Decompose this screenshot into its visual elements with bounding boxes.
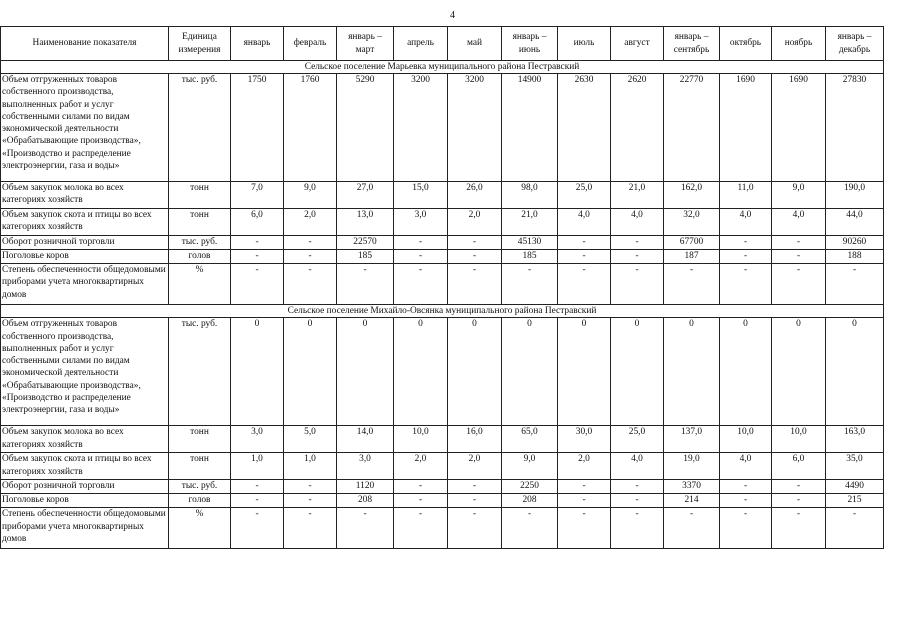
value-cell: - (394, 264, 448, 305)
value-cell: 27,0 (337, 182, 394, 209)
value-cell: 27830 (826, 74, 884, 182)
value-cell: - (720, 508, 772, 549)
value-cell: 214 (664, 494, 720, 508)
unit-cell: тонн (169, 209, 231, 236)
value-cell: - (448, 250, 502, 264)
value-cell: - (611, 494, 664, 508)
value-cell: 16,0 (448, 426, 502, 453)
value-cell: - (394, 508, 448, 549)
value-cell: 2,0 (558, 453, 611, 480)
indicator-name: Объем закупок скота и птицы во всех категориях хозяйств (1, 209, 169, 236)
indicator-name: Оборот розничной торговли (1, 480, 169, 494)
value-cell: 1,0 (284, 453, 337, 480)
value-cell: 22770 (664, 74, 720, 182)
value-cell: 4490 (826, 480, 884, 494)
value-cell: - (558, 494, 611, 508)
value-cell: 44,0 (826, 209, 884, 236)
value-cell: 0 (772, 318, 826, 426)
value-cell: 19,0 (664, 453, 720, 480)
indicator-name: Объем отгруженных товаров собственного производства, выполненных работ и услуг собственными силами по видам экономической деятельности «Обрабатывающие производства», «Производство и распределение электроэнергии, газа и воды» (1, 74, 169, 182)
header-cell: февраль (284, 27, 337, 61)
header-cell: январь – март (337, 27, 394, 61)
value-cell: - (284, 236, 337, 250)
unit-cell: тыс. руб. (169, 318, 231, 426)
value-cell: 0 (664, 318, 720, 426)
value-cell: 4,0 (772, 209, 826, 236)
table-row (1, 453, 884, 480)
value-cell: 1690 (772, 74, 826, 182)
value-cell: 1750 (231, 74, 284, 182)
unit-cell: % (169, 264, 231, 305)
header-cell: январь (231, 27, 284, 61)
value-cell: 0 (558, 318, 611, 426)
value-cell: 0 (448, 318, 502, 426)
unit-cell: тонн (169, 453, 231, 480)
header-cell: июль (558, 27, 611, 61)
value-cell: - (231, 236, 284, 250)
value-cell: 21,0 (502, 209, 558, 236)
value-cell: 90260 (826, 236, 884, 250)
value-cell: - (664, 508, 720, 549)
table-row (1, 209, 884, 236)
value-cell: - (558, 508, 611, 549)
table-row (1, 250, 884, 264)
value-cell: 0 (337, 318, 394, 426)
value-cell: - (772, 250, 826, 264)
table-row (1, 74, 884, 182)
value-cell: - (558, 480, 611, 494)
header-cell: Наименование показателя (1, 27, 169, 61)
value-cell: - (284, 250, 337, 264)
value-cell: 32,0 (664, 209, 720, 236)
value-cell: 0 (502, 318, 558, 426)
header-cell: октябрь (720, 27, 772, 61)
value-cell: 9,0 (284, 182, 337, 209)
value-cell: 3,0 (394, 209, 448, 236)
indicator-name: Степень обеспеченности общедомовыми приборами учета многоквартирных домов (1, 508, 169, 549)
value-cell: 4,0 (611, 209, 664, 236)
value-cell: - (720, 236, 772, 250)
value-cell: 2630 (558, 74, 611, 182)
value-cell: - (394, 480, 448, 494)
page-number: 4 (450, 10, 455, 21)
unit-cell: голов (169, 250, 231, 264)
value-cell: 0 (611, 318, 664, 426)
section-title: Сельское поселение Марьевка муниципального района Пестравский (1, 61, 884, 74)
value-cell: 5290 (337, 74, 394, 182)
value-cell: 22570 (337, 236, 394, 250)
value-cell: 35,0 (826, 453, 884, 480)
value-cell: - (448, 236, 502, 250)
value-cell: 15,0 (394, 182, 448, 209)
value-cell: 65,0 (502, 426, 558, 453)
value-cell: - (448, 494, 502, 508)
value-cell: 5,0 (284, 426, 337, 453)
indicators-table (0, 26, 884, 549)
value-cell: - (394, 236, 448, 250)
value-cell: - (337, 264, 394, 305)
value-cell: 14900 (502, 74, 558, 182)
value-cell: - (394, 250, 448, 264)
header-cell: январь – сентябрь (664, 27, 720, 61)
value-cell: 4,0 (611, 453, 664, 480)
value-cell: - (502, 508, 558, 549)
value-cell: 3,0 (337, 453, 394, 480)
value-cell: 10,0 (772, 426, 826, 453)
value-cell: 1690 (720, 74, 772, 182)
table-body (1, 61, 884, 549)
table-row (1, 318, 884, 426)
section-row (1, 61, 884, 74)
indicator-name: Степень обеспеченности общедомовыми приборами учета многоквартирных домов (1, 264, 169, 305)
value-cell: - (284, 480, 337, 494)
indicator-name: Объем закупок молока во всех категориях хозяйств (1, 182, 169, 209)
section-title: Сельское поселение Михайло-Овсянка муниципального района Пестравский (1, 305, 884, 318)
value-cell: 3200 (448, 74, 502, 182)
value-cell: - (720, 494, 772, 508)
value-cell: 0 (720, 318, 772, 426)
table-row (1, 182, 884, 209)
indicator-name: Объем закупок скота и птицы во всех категориях хозяйств (1, 453, 169, 480)
value-cell: - (772, 236, 826, 250)
header-cell: август (611, 27, 664, 61)
value-cell: - (611, 480, 664, 494)
indicator-name: Поголовье коров (1, 494, 169, 508)
value-cell: - (231, 480, 284, 494)
value-cell: - (337, 508, 394, 549)
value-cell: 6,0 (231, 209, 284, 236)
value-cell: 13,0 (337, 209, 394, 236)
value-cell: - (284, 264, 337, 305)
value-cell: 187 (664, 250, 720, 264)
table-row (1, 426, 884, 453)
unit-cell: % (169, 508, 231, 549)
value-cell: - (720, 264, 772, 305)
header-cell: ноябрь (772, 27, 826, 61)
header-cell: апрель (394, 27, 448, 61)
value-cell: 4,0 (720, 209, 772, 236)
header-cell: Единица измерения (169, 27, 231, 61)
value-cell: - (826, 508, 884, 549)
value-cell: - (772, 480, 826, 494)
value-cell: 2250 (502, 480, 558, 494)
indicator-name: Поголовье коров (1, 250, 169, 264)
header-cell: январь – июнь (502, 27, 558, 61)
value-cell: - (448, 264, 502, 305)
value-cell: 98,0 (502, 182, 558, 209)
unit-cell: тонн (169, 426, 231, 453)
header-cell: январь – декабрь (826, 27, 884, 61)
value-cell: - (611, 508, 664, 549)
value-cell: 208 (502, 494, 558, 508)
value-cell: 208 (337, 494, 394, 508)
table-row (1, 508, 884, 549)
value-cell: 3370 (664, 480, 720, 494)
value-cell: - (394, 494, 448, 508)
value-cell: 25,0 (558, 182, 611, 209)
value-cell: 11,0 (720, 182, 772, 209)
value-cell: - (720, 250, 772, 264)
value-cell: - (231, 508, 284, 549)
value-cell: 10,0 (720, 426, 772, 453)
value-cell: 3200 (394, 74, 448, 182)
unit-cell: голов (169, 494, 231, 508)
value-cell: - (448, 508, 502, 549)
value-cell: - (720, 480, 772, 494)
header-cell: май (448, 27, 502, 61)
value-cell: - (231, 494, 284, 508)
unit-cell: тыс. руб. (169, 74, 231, 182)
value-cell: - (448, 480, 502, 494)
value-cell: - (231, 250, 284, 264)
unit-cell: тыс. руб. (169, 236, 231, 250)
value-cell: - (611, 250, 664, 264)
value-cell: 0 (231, 318, 284, 426)
value-cell: - (558, 250, 611, 264)
section-row (1, 305, 884, 318)
value-cell: 3,0 (231, 426, 284, 453)
value-cell: 1120 (337, 480, 394, 494)
value-cell: 9,0 (502, 453, 558, 480)
value-cell: 1760 (284, 74, 337, 182)
value-cell: - (772, 508, 826, 549)
value-cell: - (502, 264, 558, 305)
value-cell: 185 (502, 250, 558, 264)
value-cell: 6,0 (772, 453, 826, 480)
value-cell: 215 (826, 494, 884, 508)
value-cell: - (558, 236, 611, 250)
value-cell: 4,0 (720, 453, 772, 480)
value-cell: 0 (826, 318, 884, 426)
value-cell: 26,0 (448, 182, 502, 209)
value-cell: 163,0 (826, 426, 884, 453)
value-cell: 7,0 (231, 182, 284, 209)
value-cell: - (826, 264, 884, 305)
value-cell: - (772, 264, 826, 305)
value-cell: 0 (284, 318, 337, 426)
value-cell: 190,0 (826, 182, 884, 209)
table-row (1, 236, 884, 250)
value-cell: 10,0 (394, 426, 448, 453)
value-cell: 185 (337, 250, 394, 264)
value-cell: - (558, 264, 611, 305)
value-cell: 25,0 (611, 426, 664, 453)
value-cell: - (231, 264, 284, 305)
header-row (1, 27, 884, 61)
table-row (1, 494, 884, 508)
value-cell: 137,0 (664, 426, 720, 453)
value-cell: - (772, 494, 826, 508)
value-cell: 14,0 (337, 426, 394, 453)
value-cell: 1,0 (231, 453, 284, 480)
value-cell: 9,0 (772, 182, 826, 209)
value-cell: - (611, 264, 664, 305)
value-cell: 2,0 (284, 209, 337, 236)
value-cell: 188 (826, 250, 884, 264)
table-row (1, 264, 884, 305)
value-cell: 67700 (664, 236, 720, 250)
value-cell: 2,0 (448, 453, 502, 480)
indicator-name: Оборот розничной торговли (1, 236, 169, 250)
value-cell: - (284, 494, 337, 508)
indicator-name: Объем отгруженных товаров собственного производства, выполненных работ и услуг собственными силами по видам экономической деятельности «Обрабатывающие производства», «Производство и распределение электроэнергии, газа и воды» (1, 318, 169, 426)
unit-cell: тонн (169, 182, 231, 209)
value-cell: 0 (394, 318, 448, 426)
value-cell: 2620 (611, 74, 664, 182)
value-cell: - (664, 264, 720, 305)
value-cell: 21,0 (611, 182, 664, 209)
table-row (1, 480, 884, 494)
value-cell: 2,0 (448, 209, 502, 236)
value-cell: 2,0 (394, 453, 448, 480)
indicator-name: Объем закупок молока во всех категориях хозяйств (1, 426, 169, 453)
value-cell: - (284, 508, 337, 549)
unit-cell: тыс. руб. (169, 480, 231, 494)
value-cell: 162,0 (664, 182, 720, 209)
value-cell: - (611, 236, 664, 250)
value-cell: 30,0 (558, 426, 611, 453)
value-cell: 45130 (502, 236, 558, 250)
value-cell: 4,0 (558, 209, 611, 236)
